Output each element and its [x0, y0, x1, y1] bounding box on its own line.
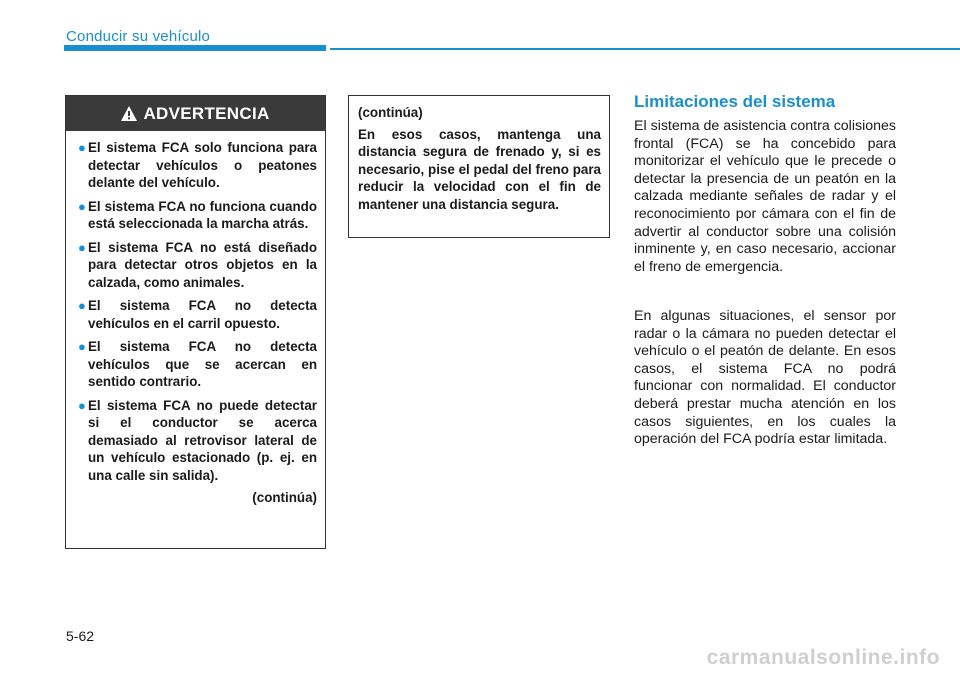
warning-item: ● El sistema FCA solo funciona para detectar vehículos o peatones delante del vehículo.	[78, 140, 317, 190]
header-rule	[330, 48, 960, 50]
bullet-dot-icon: ●	[78, 298, 86, 313]
bullet-dot-icon: ●	[78, 198, 86, 214]
warning-header	[66, 96, 325, 131]
warning-item: ● El sistema FCA no funciona cuando está seleccionada la marcha atrás.	[78, 198, 317, 231]
warning-list	[66, 131, 325, 484]
warning-item: ● El sistema FCA no detecta vehículos que se acercan en sentido contrario.	[78, 339, 317, 389]
continued-label: (continúa)	[358, 105, 423, 120]
watermark: carmanualsonline.info	[706, 646, 940, 669]
bullet-dot-icon: ●	[78, 339, 86, 354]
warning-triangle-icon	[121, 106, 137, 121]
body-paragraph: En algunas situaciones, el sensor por radar o la cámara no pueden detectar el vehículo o el peatón de delante. En esos casos, el sistema FCA no podrá funcionar con normalidad. El conductor deberá prestar mucha atención en los casos siguientes, en los cuales la operación del FCA podría estar limitada.	[634, 308, 896, 448]
warning-box	[65, 95, 326, 549]
bullet-dot-icon: ●	[78, 397, 86, 413]
warning-item: ● El sistema FCA no puede detectar si el conductor se acerca demasiado al retrovisor lateral de un vehículo estacionado (p. ej. en una calle sin salida).	[78, 397, 317, 483]
warning-continued: (continúa)	[252, 490, 317, 505]
bullet-dot-icon: ●	[78, 140, 86, 155]
warning-item: ● El sistema FCA no está diseñado para detectar otros objetos en la calzada, como animales.	[78, 239, 317, 290]
section-title: Conducir su vehículo	[66, 28, 211, 45]
header-accent-bar	[64, 45, 326, 51]
body-paragraph: El sistema de asistencia contra colisiones frontal (FCA) se ha concebido para monitorizar el vehículo que le precede o detectar la presencia de un peatón en la calzada mediante señales de radar y el reconocimiento por cámara con el fin de advertir al conductor sobre una colisión inminente y, en caso necesario, accionar el freno de emergencia.	[634, 118, 896, 275]
bullet-dot-icon: ●	[78, 239, 86, 255]
continued-box	[348, 95, 610, 238]
page-number: 5-62	[66, 628, 95, 644]
continued-text: En esos casos, mantenga una distancia segura de frenado y, si es necesario, pise el pedal del freno para reducir la velocidad con el fin de mantener una distancia segura.	[358, 126, 601, 212]
warning-item: ● El sistema FCA no detecta vehículos en el carril opuesto.	[78, 298, 317, 331]
warning-title: ADVERTENCIA	[143, 103, 270, 123]
section-heading: Limitaciones del sistema	[634, 92, 836, 111]
